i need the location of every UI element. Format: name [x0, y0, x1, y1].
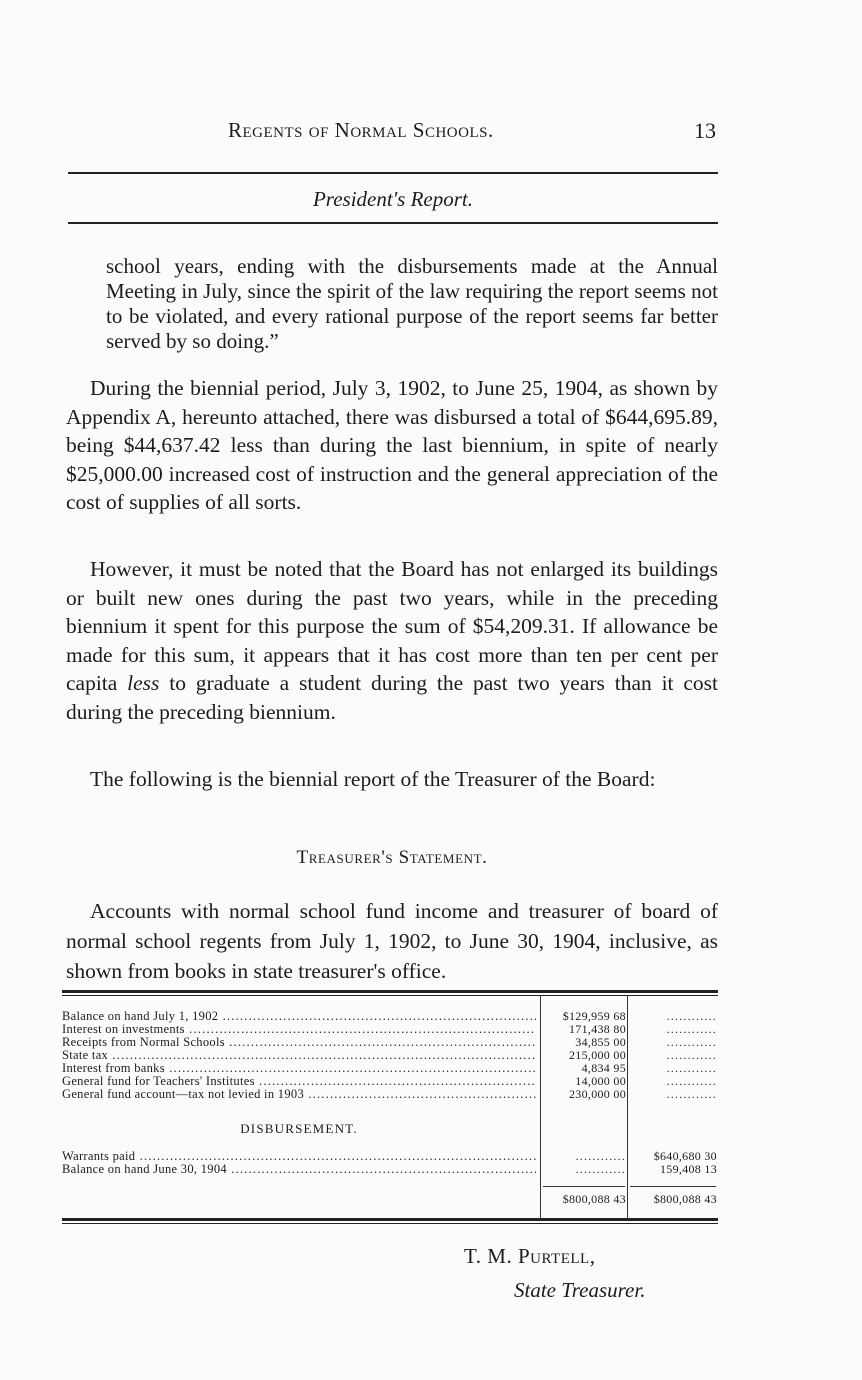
paragraph-text-before: However, it must be noted that the Board has not enlarged its buildings or built new ones during the past two years, while in the preceding biennium it spent for this purpose the sum of $54,209.31. If allowance be made for this sum, it appears that it has cost more than ten per cent per capita: [66, 557, 718, 695]
paragraph-text-after: to graduate a student during the past two years than it cost during the preceding biennium.: [66, 671, 718, 724]
running-header: [68, 118, 718, 148]
row-empty-cell: ............: [575, 1162, 626, 1176]
table-row: [62, 1088, 718, 1101]
row-empty-cell: ............: [666, 1061, 717, 1075]
statement-intro: [66, 896, 718, 986]
table-total-row: [62, 1193, 718, 1206]
row-empty-cell: ............: [575, 1149, 626, 1163]
total-receipts: $800,088 43: [562, 1192, 626, 1206]
row-label: Interest on investments .....: [62, 1023, 536, 1036]
row-amount: 230,000 00: [569, 1087, 626, 1101]
row-amount: 171,438 80: [569, 1022, 626, 1036]
paragraph-biennial-period: [66, 374, 718, 517]
sum-rule: [630, 1186, 716, 1187]
header-rule-top: [68, 172, 718, 174]
row-amount: 159,408 13: [660, 1162, 717, 1176]
paragraph-buildings: [66, 555, 718, 726]
statement-heading: Treasurer's Statement.: [296, 847, 488, 868]
row-label: State tax .....: [62, 1049, 536, 1062]
row-empty-cell: ............: [666, 1022, 717, 1036]
disbursement-heading: DISBURSEMENT.: [240, 1121, 358, 1136]
table-rule-bottom-thin: [62, 1223, 718, 1224]
statement-intro-text: Accounts with normal school fund income and treasurer of board of normal school regents from July 1, 1902, to June 30, 1904, inclusive, as shown from books in state treasurer's office.: [66, 899, 718, 983]
row-label: Receipts from Normal Schools .....: [62, 1036, 536, 1049]
emphasis-less: less: [127, 671, 160, 695]
row-empty-cell: ............: [666, 1035, 717, 1049]
total-disbursements: $800,088 43: [653, 1192, 717, 1206]
table-rule-top-thin: [62, 995, 718, 996]
signature-name-text: T. M. Purtell,: [464, 1244, 596, 1268]
paragraph-text: During the biennial period, July 3, 1902, to June 25, 1904, as shown by Appendix A, hereunto attached, there was disbursed a total of $644,695.89, being $44,637.42 less than during the last biennium, in spite of nearly $25,000.00 increased cost of instruction and the general appreciation of the cost of supplies of all sorts.: [66, 376, 718, 514]
row-empty-cell: ............: [666, 1087, 717, 1101]
row-empty-cell: ............: [666, 1009, 717, 1023]
row-label: Warrants paid .....: [62, 1150, 536, 1163]
paragraph-text: The following is the biennial report of the Treasurer of the Board:: [90, 767, 656, 791]
row-amount: 215,000 00: [569, 1048, 626, 1062]
row-empty-cell: ............: [666, 1048, 717, 1062]
running-title: Regents of Normal Schools.: [228, 118, 494, 142]
row-amount: $129,959 68: [562, 1009, 626, 1023]
table-rule-top: [62, 990, 718, 993]
row-label: General fund account—tax not levied in 1903 .....: [62, 1088, 536, 1101]
paragraph-text: [66, 555, 718, 726]
row-amount: 4,834 95: [581, 1061, 626, 1075]
row-amount: $640,680 30: [653, 1149, 717, 1163]
page-number: 13: [694, 118, 716, 143]
signature-title: State Treasurer.: [514, 1278, 646, 1302]
table-row: [62, 1163, 718, 1176]
row-label: Balance on hand July 1, 1902 .....: [62, 1010, 536, 1023]
row-label: Interest from banks .....: [62, 1062, 536, 1075]
signature-name: [464, 1244, 595, 1269]
table-rule-bottom: [62, 1218, 718, 1221]
sum-rule: [543, 1186, 625, 1187]
row-amount: 14,000 00: [575, 1074, 626, 1088]
row-label: General fund for Teachers' Institutes .....: [62, 1075, 536, 1088]
header-rule-bottom: [68, 222, 718, 224]
quoted-passage: school years, ending with the disbursements made at the Annual Meeting in July, since the spirit of the law requiring the report seems not to be violated, and every rational purpose of the report seems far better served by so doing.”: [106, 254, 718, 353]
row-label: Balance on hand June 30, 1904 .....: [62, 1163, 536, 1176]
paragraph-treasurer-intro: [66, 765, 718, 794]
row-amount: 34,855 00: [575, 1035, 626, 1049]
section-heading: President's Report.: [312, 187, 474, 211]
row-empty-cell: ............: [666, 1074, 717, 1088]
